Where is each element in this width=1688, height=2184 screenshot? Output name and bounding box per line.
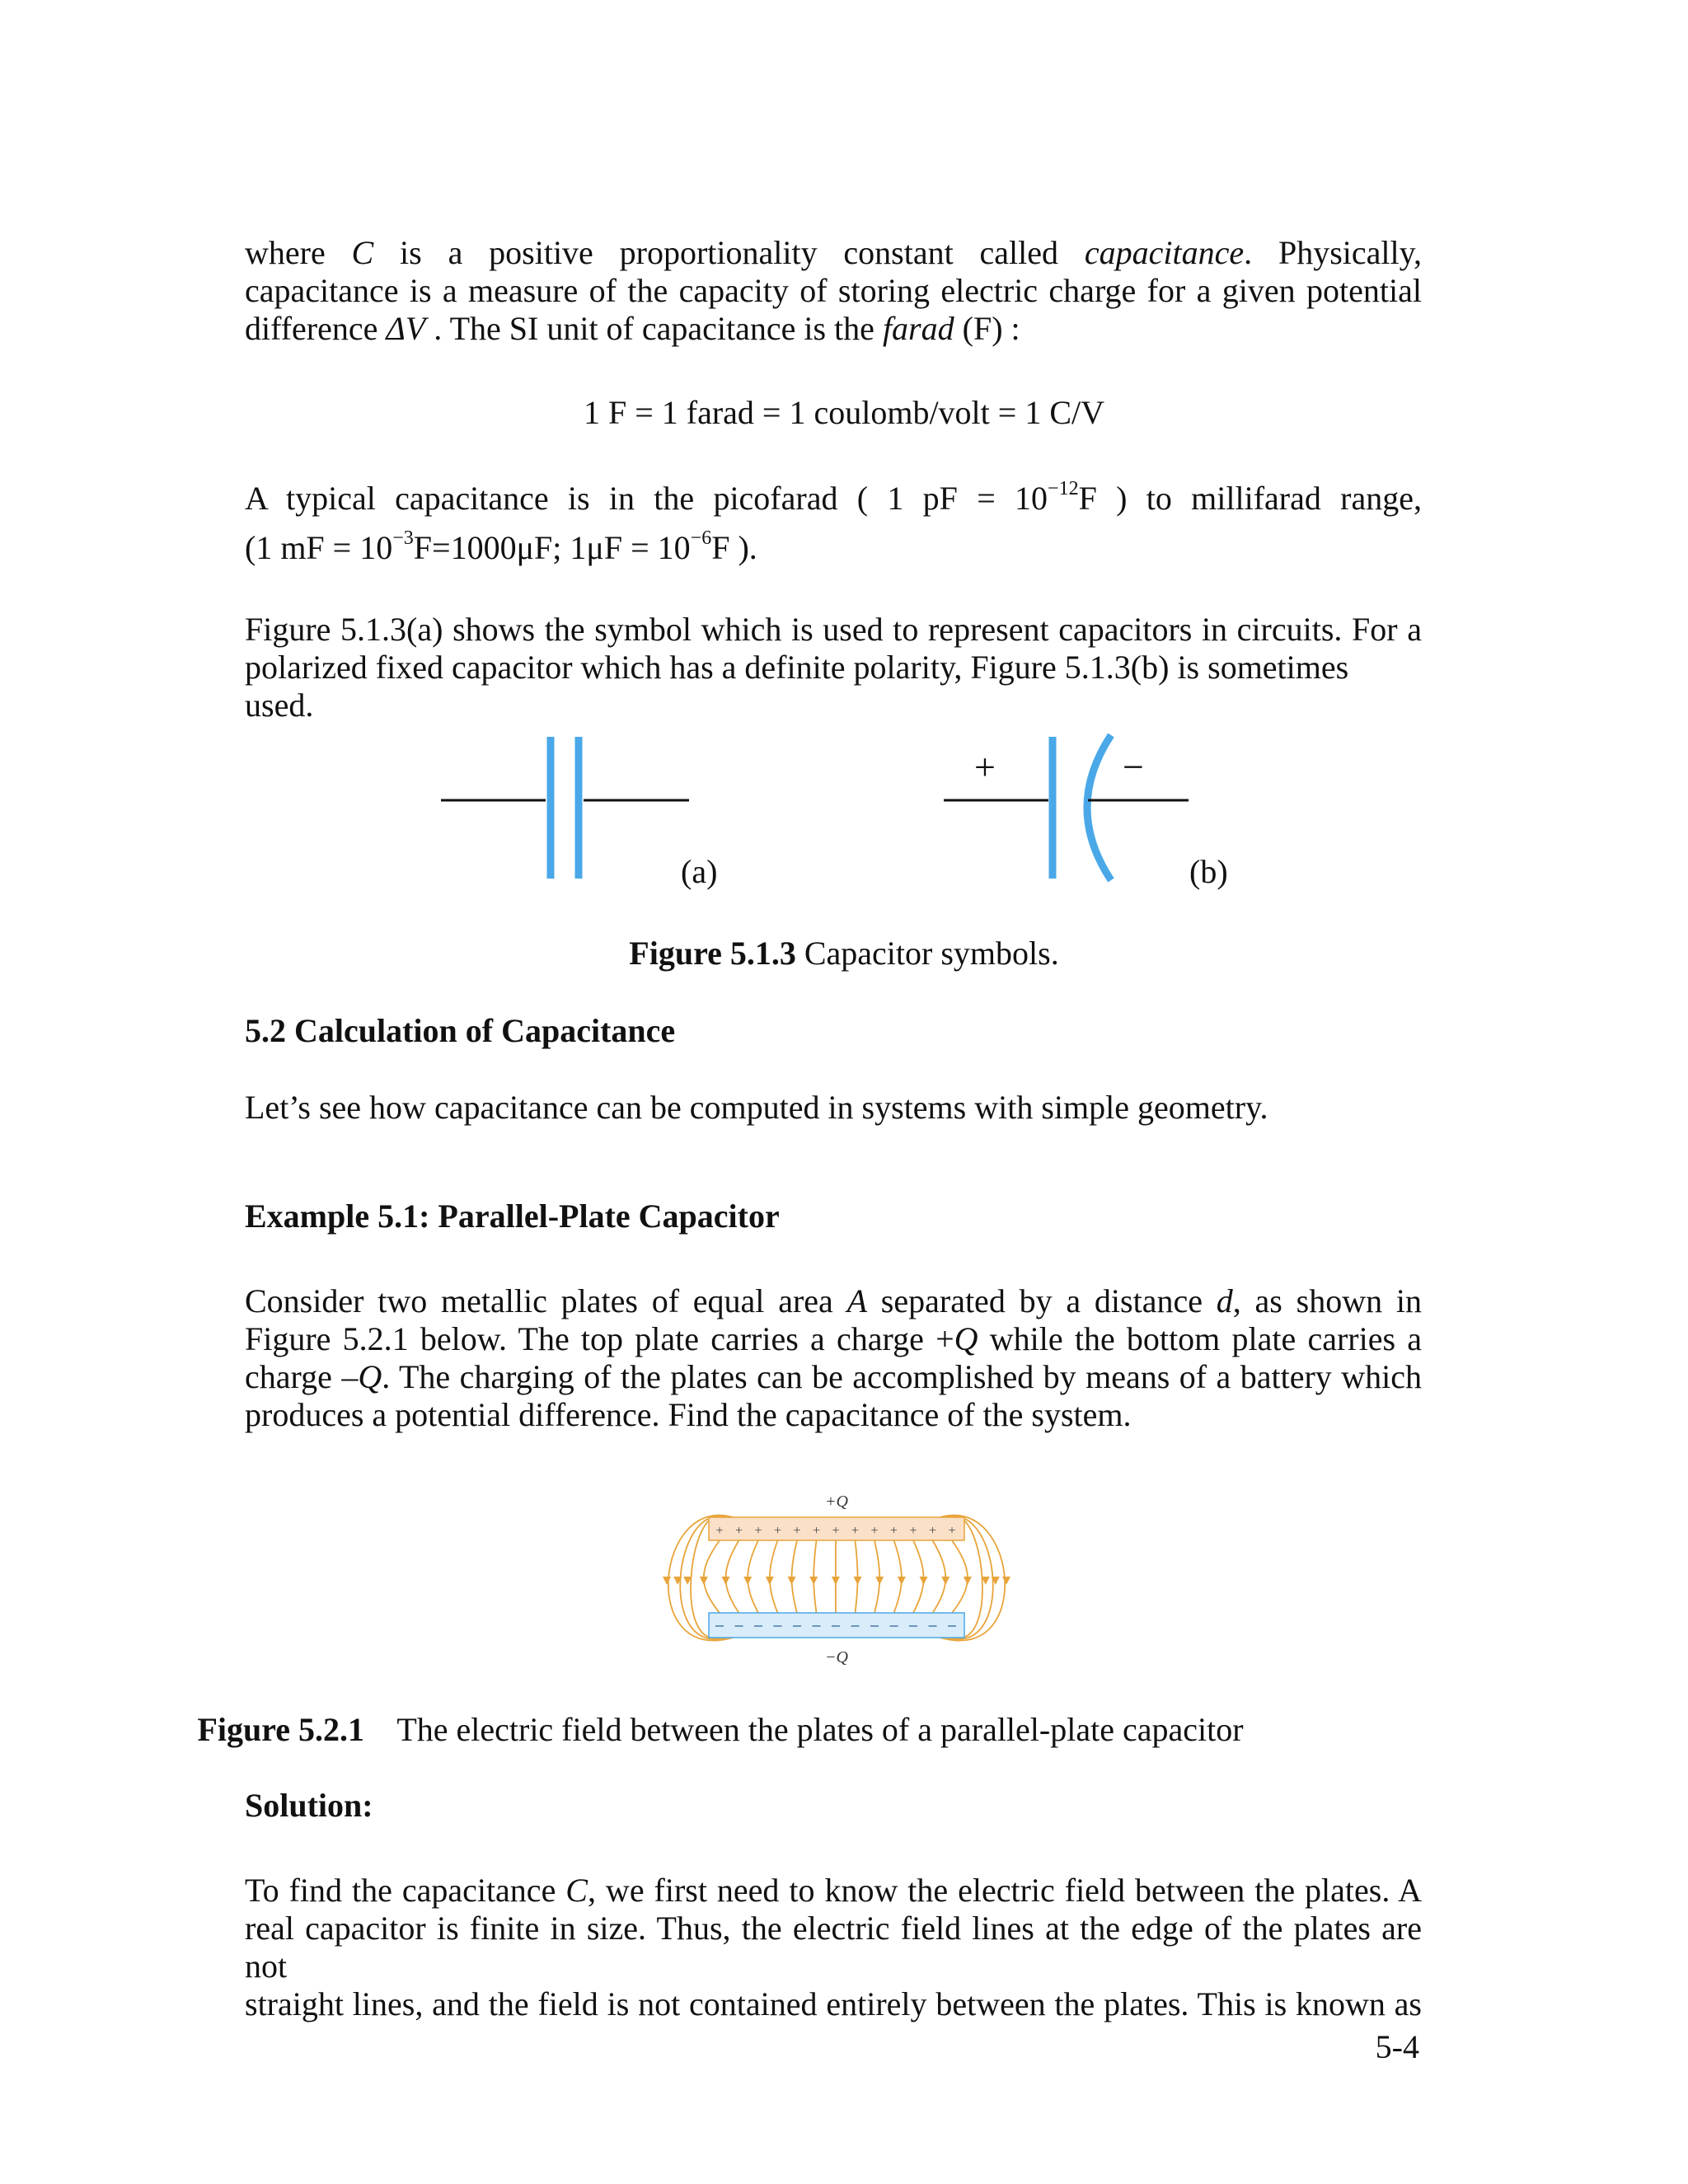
text-line: polarized fixed capacitor which has a definite polarity, Figure 5.1.3(b) is sometimes used. <box>245 649 1349 724</box>
plus-charge: + <box>870 1524 879 1538</box>
plus-charge: + <box>715 1524 724 1538</box>
text-line: Consider two metallic plates of equal area A separated by a distance d, as shown in <box>245 1282 1423 1319</box>
text-line: difference ΔV . The SI unit of capacitance is the farad (F) : <box>245 310 1020 347</box>
field-arrow <box>809 1577 818 1585</box>
field-arrow <box>941 1577 950 1585</box>
field-arrow <box>766 1577 774 1585</box>
field-arrow <box>898 1577 906 1585</box>
page-number: 5-4 <box>1375 2028 1419 2065</box>
plus-charge: + <box>734 1524 743 1538</box>
text-line: straight lines, and the field is not contained entirely between the plates. This is known as <box>245 1985 1422 2022</box>
bottom-plate-charge-label: −Q <box>825 1648 848 1666</box>
text-line: (1 mF = $10^{-3}F=1000\mu F$; $1\mu F = 10^{-6}F$ ). <box>245 527 757 566</box>
plus-charge: + <box>948 1524 956 1538</box>
field-arrow <box>722 1577 730 1585</box>
capacitor-symbol-a <box>441 737 689 879</box>
plus-charge: + <box>928 1524 937 1538</box>
plus-charge: + <box>889 1524 898 1538</box>
plus-charge: + <box>812 1524 821 1538</box>
paragraph-capacitor-symbols <box>245 611 1422 724</box>
field-arrow <box>700 1577 708 1585</box>
text-line: charge –Q. The charging of the plates can be accomplished by means of a battery which <box>245 1358 1423 1395</box>
paragraph-solution <box>245 1872 1422 2023</box>
example-heading: Example 5.1: Parallel-Plate Capacitor <box>245 1197 780 1235</box>
text-line: A typical capacitance is in the picofarad ( 1 pF = $10^{-12}F$ ) to millifarad range, <box>245 477 1422 517</box>
figure-caption-5-2-1: Figure 5.2.1 The electric field between the plates of a parallel-plate capacitor <box>197 1711 1244 1748</box>
plus-charge: + <box>832 1524 840 1538</box>
text-line: capacitance is a measure of the capacity of storing electric charge for a given potential <box>245 272 1422 309</box>
plus-charge: + <box>909 1524 917 1538</box>
field-arrow <box>875 1577 884 1585</box>
paragraph-typical-range <box>245 477 1422 567</box>
figure-label-a: (a) <box>681 853 718 890</box>
text-line: where C is a positive proportionality constant called capacitance. Physically, <box>245 234 1423 271</box>
text-line: produces a potential difference. Find the capacitance of the system. <box>245 1396 1132 1433</box>
top-plate-charge-label: +Q <box>825 1493 848 1511</box>
paragraph-problem-statement <box>245 1282 1422 1434</box>
parallel-plate-capacitor-figure <box>647 1483 1034 1681</box>
field-arrow <box>1002 1577 1010 1585</box>
field-arrow <box>832 1577 840 1585</box>
figure-caption-5-1-3: Figure 5.1.3 Capacitor symbols. <box>629 935 1059 972</box>
equation-farad: 1 F = 1 farad = 1 coulomb/volt = 1 C/V <box>583 394 1105 431</box>
capacitor-plate-curved <box>1087 735 1111 880</box>
paragraph-capacitance-definition <box>245 234 1422 348</box>
field-arrow <box>663 1577 671 1585</box>
field-arrow <box>920 1577 928 1585</box>
text-line: Figure 5.2.1 below. The top plate carries a charge +Q while the bottom plate carries a <box>245 1320 1422 1357</box>
bottom-plate <box>709 1613 964 1638</box>
field-arrow <box>854 1577 862 1585</box>
paragraph-intro: Let’s see how capacitance can be computed in systems with simple geometry. <box>245 1089 1268 1126</box>
text-line: real capacitor is finite in size. Thus, the electric field lines at the edge of the plates are not <box>245 1910 1422 1985</box>
field-arrow <box>788 1577 796 1585</box>
minus-sign: − <box>1123 746 1144 788</box>
figure-label-b: (b) <box>1189 853 1228 890</box>
plus-charge: + <box>773 1524 782 1538</box>
field-arrow <box>964 1577 972 1585</box>
plus-charge: + <box>851 1524 860 1538</box>
plus-charge: + <box>793 1524 801 1538</box>
text-line: Figure 5.1.3(a) shows the symbol which is used to represent capacitors in circuits. For a <box>245 611 1422 648</box>
plus-charge: + <box>754 1524 762 1538</box>
solution-heading: Solution: <box>245 1787 373 1824</box>
section-heading: 5.2 Calculation of Capacitance <box>245 1012 676 1049</box>
text-line: To find the capacitance C, we first need to know the electric field between the plates. A <box>245 1872 1422 1909</box>
plus-sign: + <box>974 746 996 788</box>
field-arrow <box>743 1577 752 1585</box>
